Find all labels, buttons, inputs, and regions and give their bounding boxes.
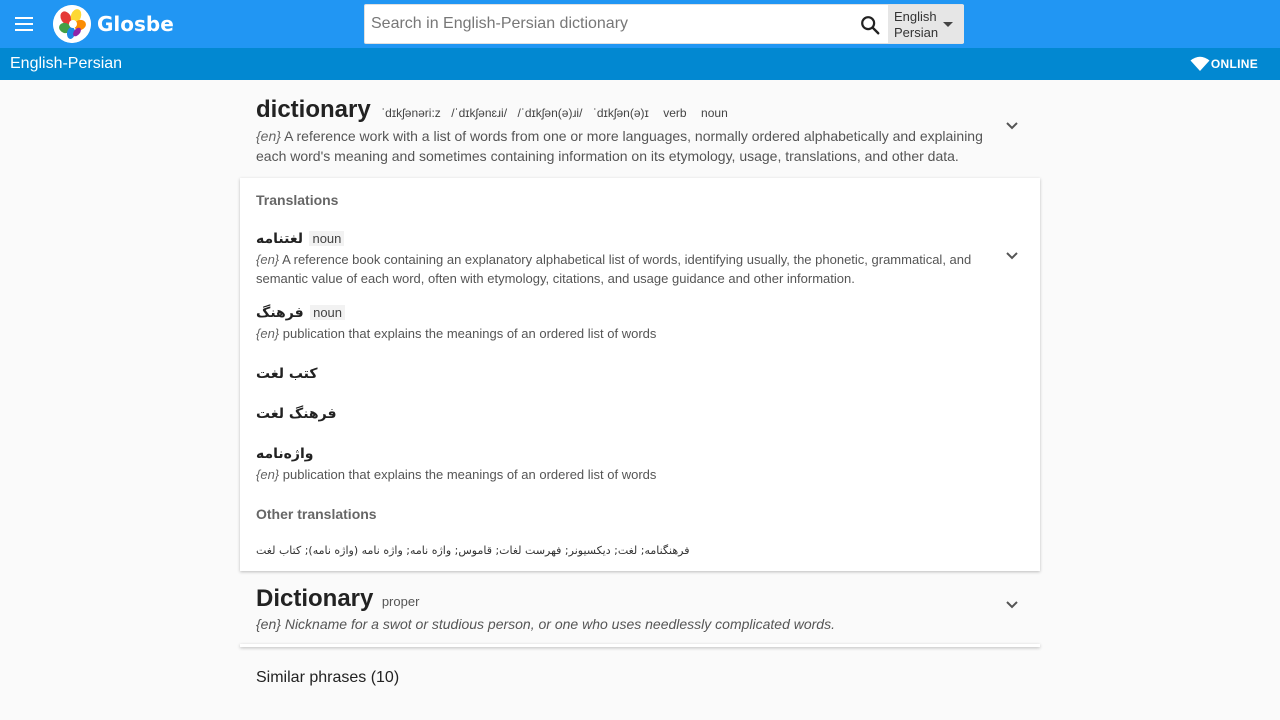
part-of-speech: noun [701, 106, 728, 120]
glosbe-logo-icon[interactable] [53, 5, 91, 43]
main-content [240, 80, 1040, 709]
headword-proper: Dictionary [256, 585, 374, 612]
definition-language: {en} [256, 326, 280, 341]
definition-text: publication that explains the meanings of an ordered list of words [282, 326, 657, 341]
online-status: ONLINE [1210, 57, 1258, 71]
chevron-down-icon[interactable] [1006, 122, 1018, 134]
similar-phrases-heading[interactable]: Similar phrases (10) [256, 669, 400, 686]
translation-item[interactable] [256, 230, 1024, 288]
translation-word[interactable]: واژه‌نامه [256, 446, 314, 462]
translation-item[interactable] [256, 405, 1024, 423]
definition-text: A reference book containing an explanatory alphabetical list of words, identifying usually, the phonetic, grammatical, and semantic value of each word, often with etymology, citations, and usage guidance and other information. [256, 252, 972, 286]
entry-proper [240, 571, 1040, 644]
definition-language: {en} [256, 616, 281, 632]
phonetic: ˈdɪkʃənəri:z [381, 106, 441, 120]
wifi-icon [1190, 56, 1210, 72]
brand-name[interactable]: Glosbe [97, 12, 174, 36]
translation-pos: noun [310, 305, 345, 320]
definition-text: Nickname for a swot or studious person, or one who uses needlessly complicated words. [284, 616, 835, 632]
translations-card [240, 178, 1040, 571]
translation-word[interactable]: فرهنگ [256, 305, 304, 321]
chevron-down-icon[interactable] [1006, 601, 1018, 613]
headword: dictionary [256, 96, 371, 123]
translation-word[interactable]: لغتنامه [256, 231, 304, 247]
menu-icon[interactable] [12, 12, 36, 36]
language-pair-title: English-Persian [10, 55, 123, 72]
entry-definition [256, 126, 984, 166]
lang-to: Persian [894, 25, 939, 40]
translation-item[interactable] [256, 304, 1024, 343]
translation-item[interactable] [256, 445, 1024, 484]
definition-language: {en} [256, 467, 280, 482]
entry-header [240, 80, 1040, 178]
entry-proper-definition [256, 616, 984, 632]
translation-word[interactable]: فرهنگ لغت [256, 406, 337, 422]
lang-from: English [894, 9, 937, 24]
other-translations-label: Other translations [256, 506, 377, 522]
phonetic: ˈdɪkʃən(ə)ɪ [592, 106, 649, 120]
part-of-speech: proper [381, 594, 420, 609]
translation-definition [256, 465, 984, 484]
translation-word[interactable]: کتب لغت [256, 366, 318, 382]
search-icon[interactable] [859, 14, 881, 36]
phonetic: /ˈdɪkʃənɛɹi/ [451, 106, 508, 120]
top-app-bar [0, 0, 1280, 48]
translation-item[interactable] [256, 365, 1024, 383]
translations-label: Translations [256, 192, 339, 208]
part-of-speech: verb [663, 106, 687, 120]
definition-text: publication that explains the meanings of an ordered list of words [282, 467, 657, 482]
phonetic: /ˈdɪkʃən(ə)ɹi/ [517, 106, 583, 120]
language-bar [0, 48, 1280, 80]
other-translations-list[interactable]: فرهنگنامه; لغت; دیکسیونر; فهرست لغات; قاموس; واژه نامه; واژه نامه (واژه نامه); کتاب لغت [256, 544, 690, 557]
chevron-down-icon[interactable] [1006, 252, 1018, 264]
definition-text: A reference work with a list of words from one or more languages, normally ordered alphabetically and explaining each word's meaning and sometimes containing information on its etymology, usage, translations, and other data. [256, 128, 983, 164]
translation-definition [256, 250, 984, 288]
caret-down-icon [943, 22, 953, 27]
definition-language: {en} [256, 128, 281, 144]
definition-language: {en} [256, 252, 280, 267]
search-input[interactable] [371, 5, 851, 43]
language-pair-select[interactable] [888, 5, 964, 43]
translation-pos: noun [309, 231, 344, 246]
search-box [364, 4, 964, 44]
translation-definition [256, 324, 984, 343]
